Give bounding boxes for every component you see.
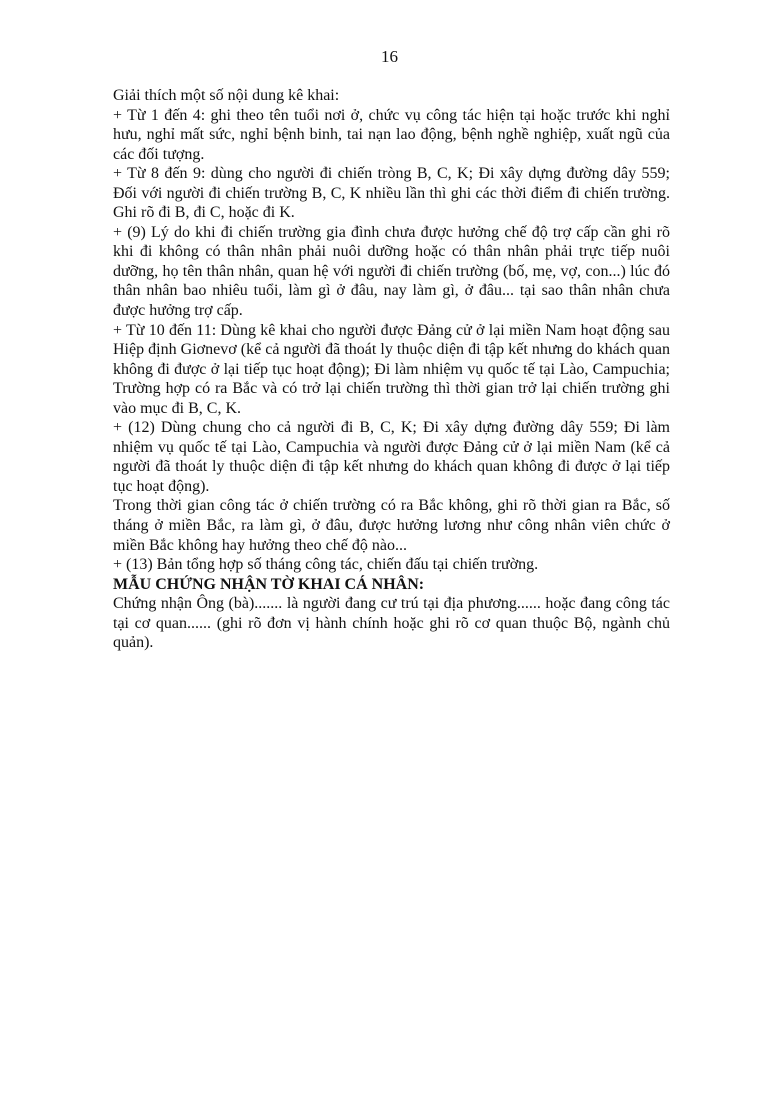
- form-heading: MẪU CHỨNG NHẬN TỜ KHAI CÁ NHÂN:: [113, 575, 425, 593]
- document-body: [113, 86, 670, 653]
- explanation-item-12-note: Trong thời gian công tác ở chiến trường có ra Bắc không, ghi rõ thời gian ra Bắc, số tháng ở miền Bắc, ra làm gì, ở đâu, được hưởng lương như công nhân viên chức ở miền Bắc không hay hưởng theo chế độ nào...: [113, 497, 670, 554]
- certification-text: Chứng nhận Ông (bà)....... là người đang cư trú tại địa phương...... hoặc đang công tác tại cơ quan...... (ghi rõ đơn vị hành chính hoặc ghi rõ cơ quan thuộc Bộ, ngành chủ quản).: [113, 595, 670, 652]
- explanation-item-13: + (13) Bản tổng hợp số tháng công tác, chiến đấu tại chiến trường.: [113, 556, 539, 574]
- page-number: 16: [381, 47, 398, 66]
- explanation-item-12: + (12) Dùng chung cho cả người đi B, C, K; Đi xây dựng đường dây 559; Đi làm nhiệm vụ quốc tế tại Lào, Campuchia và người được Đảng cử ở lại miền Nam (kể cả người đã thoát ly thuộc diện đi tập kết nhưng do khách quan không đi được ở lại tiếp tục hoạt động).: [113, 419, 670, 495]
- explanation-item-8-9: + Từ 8 đến 9: dùng cho người đi chiến tròng B, C, K; Đi xây dựng đường dây 559; Đối với người đi chiến trường B, C, K nhiều lần thì ghi các thời điểm đi chiến trường. Ghi rõ đi B, đi C, hoặc đi K.: [113, 165, 670, 222]
- explanation-item-1-4: + Từ 1 đến 4: ghi theo tên tuổi nơi ở, chức vụ công tác hiện tại hoặc trước khi nghỉ hưu, nghỉ mất sức, nghỉ bệnh binh, tai nạn lao động, bệnh nghề nghiệp, xuất ngũ của các đối tượng.: [113, 106, 670, 163]
- intro-line: Giải thích một số nội dung kê khai:: [113, 87, 340, 104]
- explanation-item-9: + (9) Lý do khi đi chiến trường gia đình chưa được hưởng chế độ trợ cấp cần ghi rõ khi đi không có thân nhân phải nuôi dưỡng hoặc có thân nhân phải trực tiếp nuôi dưỡng, họ tên thân nhân, quan hệ với người đi chiến trường (bố, mẹ, vợ, con...) lúc đó thân nhân bao nhiêu tuổi, làm gì ở đâu, nay làm gì, ở đâu... tại sao thân nhân chưa được hưởng trợ cấp.: [113, 223, 670, 320]
- explanation-item-10-11: + Từ 10 đến 11: Dùng kê khai cho người được Đảng cử ở lại miền Nam hoạt động sau Hiệp định Giơnevơ (kể cả người đã thoát ly thuộc diện đi tập kết nhưng do khách quan không đi được ở lại tiếp tục hoạt động); Đi làm nhiệm vụ quốc tế tại Lào, Campuchia; Trường hợp có ra Bắc và có trở lại chiến trường thì thời gian trở lại chiến trường ghi vào mục đi B, C, K.: [113, 321, 670, 417]
